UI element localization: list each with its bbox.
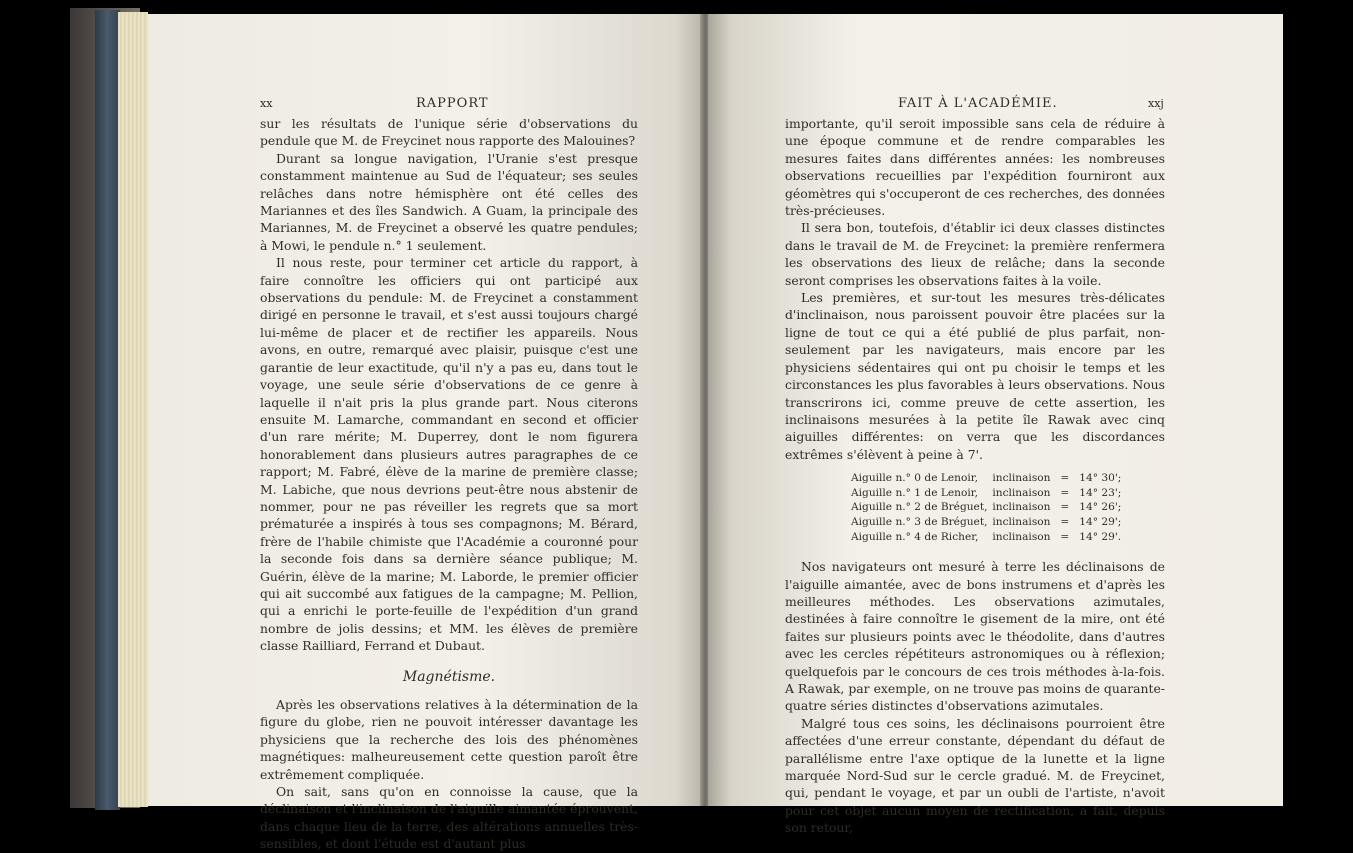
- paragraph: On sait, sans qu'on en connoisse la cause, que la déclinaison et l'inclinaison de l'aiguille aimantée éprouvent, dans chaque lieu de la terre, des altérations annuelles très-sensibles, et dont l'étude est d'autant plus: [260, 784, 638, 852]
- left-page-body: [260, 115, 638, 853]
- measurement-row: Aiguille n.° 3 de Bréguet, inclinaison = 14° 29';: [851, 515, 1122, 528]
- inclination-table: [851, 471, 1165, 544]
- measurement-row: Aiguille n.° 1 de Lenoir, inclinaison = 14° 23';: [851, 486, 1122, 499]
- paragraph: Les premières, et sur-tout les mesures très-délicates d'inclinaison, nous paroissent pouvoir être placées sur la ligne de tout ce qui a été publié de plus parfait, non-seulement par les navigateurs, mais encore par les physiciens sédentaires qui ont pu choisir le temps et les circonstances les plus favorables à leurs observations. Nous transcrirons ici, comme preuve de cette assertion, les inclinaisons mesurées à la petite île Rawak avec cinq aiguilles différentes: on verra que les discordances extrêmes s'élèvent à peine à 7'.: [785, 290, 1165, 462]
- paragraph: sur les résultats de l'unique série d'observations du pendule que M. de Freycinet nous rapporte des Malouines?: [260, 116, 638, 149]
- right-page-body: [785, 115, 1165, 837]
- cover-marbled-edge: [95, 10, 120, 810]
- left-running-head: RAPPORT: [416, 96, 489, 111]
- paragraph: Il nous reste, pour terminer cet article du rapport, à faire connoître les officiers qui ont participé aux observations du pendule: M. de Freycinet a constamment dirigé en personne le travail, et s'est aussi toujours chargé lui-même de placer et de rectifier les appareils. Nous avons, en outre, remarqué avec plaisir, puisque c'est une garantie de leur exactitude, qu'il n'y a pas eu, dans tout le voyage, une seule série d'observations de ce genre à laquelle il n'ait pris la plus grande part. Nous citerons ensuite M. Lamarche, commandant en second et officier d'un rare mérite; M. Duperrey, dont le nom figurera honorablement dans plusieurs autres paragraphes de ce rapport; M. Fabré, élève de la marine de première classe; M. Labiche, que nous devrions peut-être nous abstenir de nommer, pour ne pas réveiller les regrets que sa mort prématurée a inspirés à tous ses compagnons; M. Bérard, frère de l'habile chimiste que l'Académie a couronné pour la seconde fois dans sa dernière séance publique; M. Guérin, élève de la marine; M. Laborde, le premier officier qui ait succombé aux fatigues de la campagne; M. Pellion, qui a enrichi le porte-feuille de l'expédition d'un grand nombre de jolis dessins; et MM. les élèves de première classe Railliard, Ferrand et Dubaut.: [260, 255, 638, 654]
- section-title: Magnétisme.: [402, 668, 496, 685]
- paragraph: Après les observations relatives à la détermination de la figure du globe, rien ne pouvoit intéresser davantage les physiciens que la recherche des lois des phénomènes magnétiques: malheureusement cette question paroît être extrêmement compliquée.: [260, 697, 638, 782]
- paragraph: Durant sa longue navigation, l'Uranie s'est presque constamment maintenue au Sud de l'équateur; ses seules relâches dans notre hémisphère ont été celles des Mariannes et des îles Sandwich. A Guam, la principale des Mariannes, M. de Freycinet a observé les quatre pendules; à Mowi, le pendule n.° 1 seulement.: [260, 150, 638, 253]
- paragraph: Malgré tous ces soins, les déclinaisons pourroient être affectées d'une erreur constante, dépendant du défaut de parallélisme entre l'axe optique de la lunette et la ligne marquée Nord-Sud sur le cercle gradué. M. de Freycinet, qui, pendant le voyage, et par un oubli de l'artiste, n'avoit pour cet objet aucun moyen de rectification, a fait, depuis son retour,: [785, 715, 1165, 836]
- left-page-number: xx: [260, 97, 273, 110]
- right-running-head: FAIT À L'ACADÉMIE.: [898, 96, 1058, 111]
- paragraph: importante, qu'il seroit impossible sans cela de réduire à une époque commune et de rendre comparables les mesures faites dans différentes années: les nombreuses observations recueillies par l'expédition fourniront aux géomètres qui s'occuperont de ces recherches, des données très-précieuses.: [785, 116, 1165, 219]
- right-page-number: xxj: [1148, 97, 1164, 110]
- measurement-row: Aiguille n.° 2 de Bréguet, inclinaison = 14° 26';: [851, 501, 1122, 514]
- page-edges: [118, 12, 148, 807]
- paragraph: Nos navigateurs ont mesuré à terre les déclinaisons de l'aiguille aimantée, avec de bons instrumens et d'après les meilleures méthodes. Les observations azimutales, destinées à faire connoître le gisement de la mire, ont été faites sur plusieurs points avec le théodolite, dans d'autres avec les cercles répétiteurs astronomiques ou à réflexion; quelquefois par le concours de ces trois méthodes à-la-fois. A Rawak, par exemple, on ne trouve pas moins de quarante-quatre séries distinctes d'observations azimutales.: [785, 559, 1165, 714]
- measurement-row: Aiguille n.° 0 de Lenoir, inclinaison = 14° 30';: [851, 472, 1122, 485]
- measurement-row: Aiguille n.° 4 de Richer, inclinaison = 14° 29'.: [851, 530, 1122, 543]
- paragraph: Il sera bon, toutefois, d'établir ici deux classes distinctes dans le travail de M. de Freycinet: la première renfermera les observations des lieux de relâche; dans la seconde seront comprises les observations faites à la voile.: [785, 220, 1165, 288]
